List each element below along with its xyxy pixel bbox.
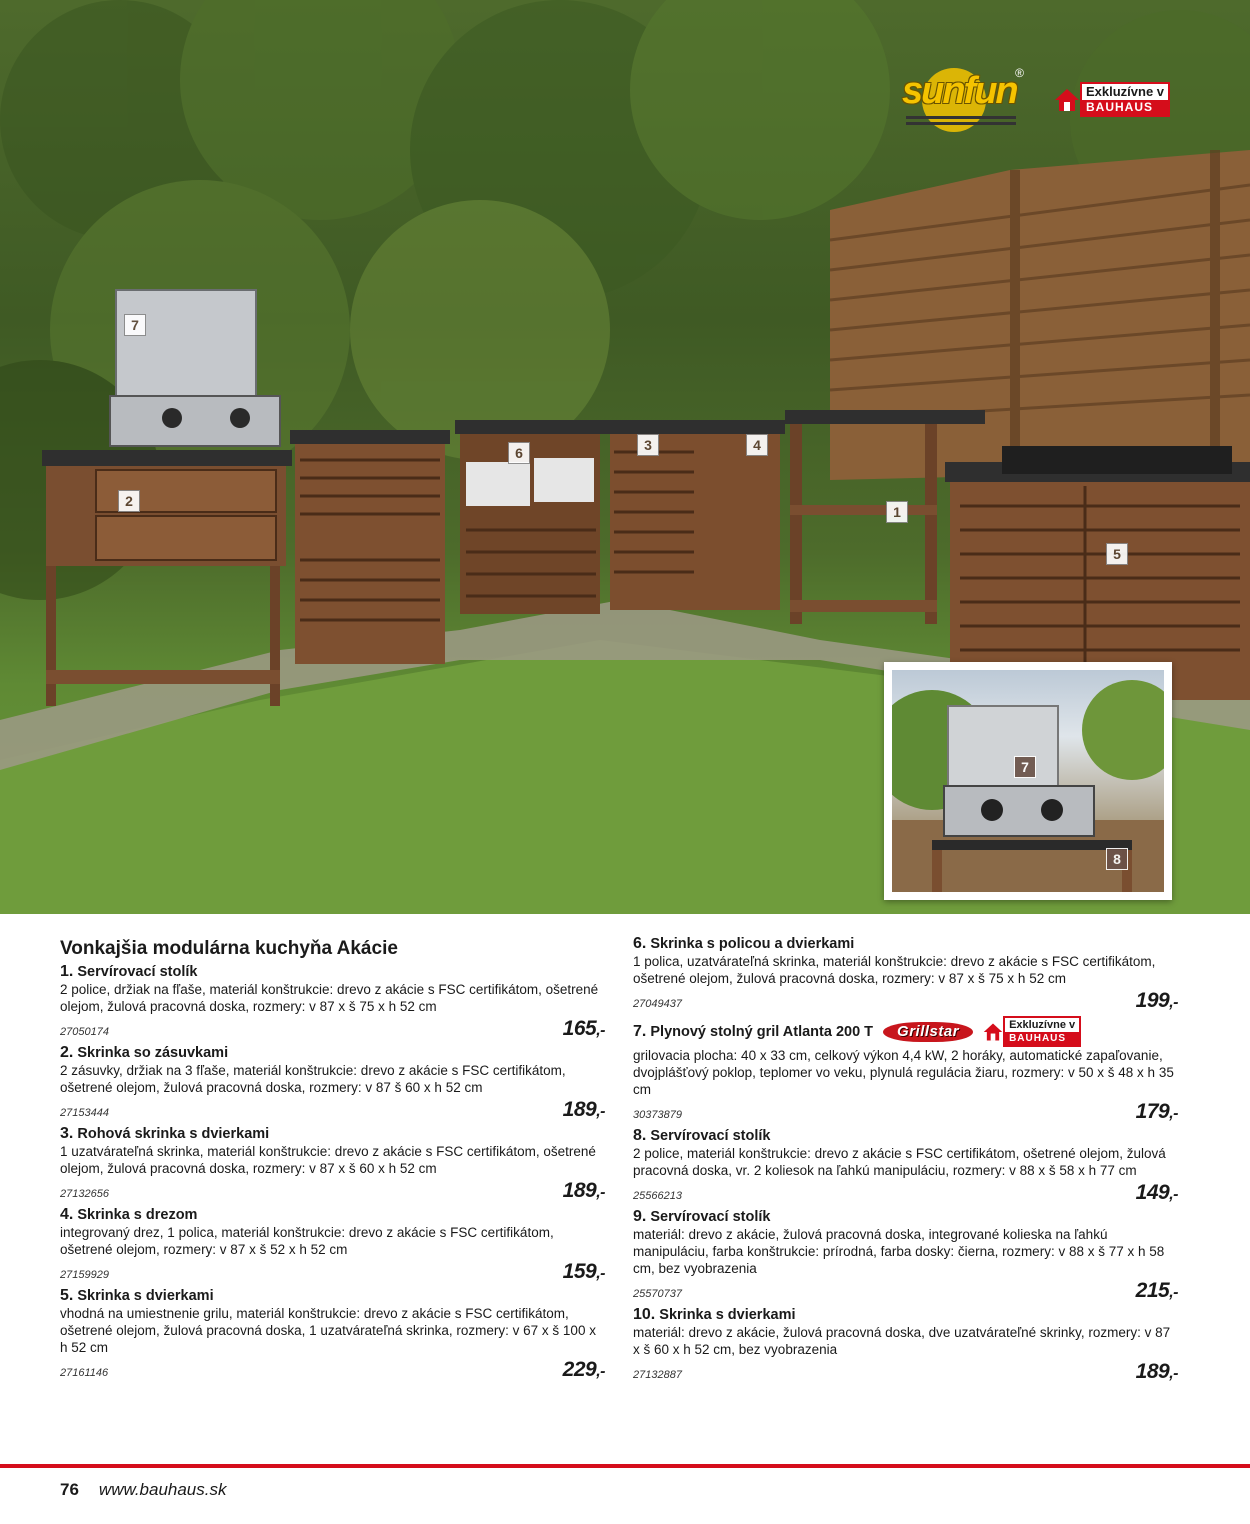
marker-1: 1 (886, 501, 908, 523)
product-code: 27161146 (60, 1367, 109, 1379)
bauhaus-house-icon (1054, 87, 1080, 113)
product-title: 9. Servírovací stolík (633, 1208, 771, 1225)
marker-3: 3 (637, 434, 659, 456)
product-price: 165,- (562, 1017, 605, 1040)
footer-divider (0, 1464, 1250, 1468)
product-price: 189,- (562, 1179, 605, 1202)
inset-image (892, 670, 1164, 892)
product-price: 149,- (1135, 1181, 1178, 1204)
product-4 (60, 1206, 605, 1284)
exclusive-bauhaus-badge-small (983, 1016, 1081, 1047)
website-link[interactable]: www.bauhaus.sk (98, 1480, 227, 1499)
grillstar-logo: Grillstar (883, 1022, 973, 1042)
marker-7: 7 (124, 314, 146, 336)
product-2 (60, 1044, 605, 1122)
product-price: 229,- (562, 1358, 605, 1381)
marker-6: 6 (508, 442, 530, 464)
product-code: 27132887 (633, 1369, 682, 1381)
marker-5: 5 (1106, 543, 1128, 565)
product-description: 2 zásuvky, držiak na 3 fľaše, materiál konštrukcie: drevo z akácie s FSC certifikátom, ošetrené olejom, žulová pracovná doska, rozmery: v 87 š 60 x h 52 cm (60, 1063, 566, 1095)
left-column (60, 932, 605, 1382)
product-10 (633, 1306, 1178, 1384)
exclusive-label: Exkluzívne v (1009, 1019, 1076, 1031)
product-code: 27132656 (60, 1188, 109, 1200)
sunfun-logo (896, 60, 1026, 136)
product-description: 2 police, materiál konštrukcie: drevo z akácie s FSC certifikátom, ošetrené olejom, žulová pracovná doska, vr. 2 koliesok na ľahkú manipuláciu, rozmery: v 88 x š 58 x h 77 cm (633, 1146, 1166, 1178)
product-code: 25570737 (633, 1288, 682, 1300)
product-7 (633, 1016, 1178, 1124)
page-title: Vonkajšia modulárna kuchyňa Akácie (60, 938, 398, 959)
product-6 (633, 935, 1178, 1013)
product-title: 4. Skrinka s drezom (60, 1206, 198, 1223)
product-code: 27153444 (60, 1107, 109, 1119)
product-description: materiál: drevo z akácie, žulová pracovná doska, integrované kolieska na ľahkú manipuláciu, farba konštrukcie: prírodná, farba dosky: čierna, rozmery: v 88 x š 77 x h 58 cm, bez vyobrazenia (633, 1227, 1165, 1276)
product-description: integrovaný drez, 1 polica, materiál konštrukcie: drevo z akácie s FSC certifikátom, ošetrené olejom, rozmery: v 87 x š 52 x h 52 cm (60, 1225, 554, 1257)
product-description: materiál: drevo z akácie, žulová pracovná doska, dve uzatvárateľné skrinky, rozmery: v 87 x š 60 x h 52 cm, bez vyobrazenia (633, 1325, 1171, 1357)
page-number: 76 (60, 1480, 79, 1499)
product-code: 30373879 (633, 1109, 682, 1121)
product-5 (60, 1287, 605, 1382)
product-title: 6. Skrinka s policou a dvierkami (633, 935, 855, 952)
page-footer (60, 1480, 227, 1500)
product-title: 2. Skrinka so zásuvkami (60, 1044, 229, 1061)
product-description: 1 uzatvárateľná skrinka, materiál konštrukcie: drevo z akácie s FSC certifikátom, ošetrené olejom, žulová pracovná doska, rozmery: v 87 x š 60 x h 52 cm (60, 1144, 596, 1176)
product-description: 2 police, držiak na fľaše, materiál konštrukcie: drevo z akácie s FSC certifikátom, ošetrené olejom, žulová pracovná doska, rozmery: v 87 x š 75 x h 52 cm (60, 982, 599, 1014)
inset-marker-8: 8 (1106, 848, 1128, 870)
bauhaus-label: BAUHAUS (1082, 100, 1168, 115)
product-title: 10. Skrinka s dvierkami (633, 1306, 796, 1323)
product-3 (60, 1125, 605, 1203)
product-title: 1. Servírovací stolík (60, 963, 198, 980)
marker-2: 2 (118, 490, 140, 512)
product-price: 215,- (1135, 1279, 1178, 1302)
exclusive-label: Exkluzívne v (1086, 84, 1165, 99)
product-title: 8. Servírovací stolík (633, 1127, 771, 1144)
product-code: 27050174 (60, 1026, 109, 1038)
product-code: 27159929 (60, 1269, 109, 1281)
right-column (633, 932, 1178, 1384)
product-8 (633, 1127, 1178, 1205)
exclusive-bauhaus-badge (1054, 82, 1170, 117)
product-code: 27049437 (633, 998, 682, 1010)
product-title: 3. Rohová skrinka s dvierkami (60, 1125, 270, 1142)
product-1 (60, 963, 605, 1041)
product-title: 5. Skrinka s dvierkami (60, 1287, 214, 1304)
grill-inset-photo (884, 662, 1172, 900)
bauhaus-house-icon (983, 1022, 1003, 1042)
product-title: 7. Plynový stolný gril Atlanta 200 T Grillstar Exkluzívne v BAUHAUS (633, 1016, 1178, 1047)
product-description: grilovacia plocha: 40 x 33 cm, celkový výkon 4,4 kW, 2 horáky, automatické zapaľovanie, dvojplášťový poklop, teplomer vo veku, plynulá regulácia žiaru, rozmery: v 50 x š 48 x h 35 cm (633, 1048, 1174, 1097)
product-description: vhodná na umiestnenie grilu, materiál konštrukcie: drevo z akácie s FSC certifikátom, ošetrené olejom, žulová pracovná doska, 1 uzatvárateľná skrinka, rozmery: v 67 x š 100 x h 52 cm (60, 1306, 596, 1355)
product-price: 189,- (1135, 1360, 1178, 1383)
product-price: 199,- (1135, 989, 1178, 1012)
registered-mark: ® (1015, 66, 1024, 80)
product-price: 179,- (1135, 1100, 1178, 1123)
product-code: 25566213 (633, 1190, 682, 1202)
product-9 (633, 1208, 1178, 1303)
marker-4: 4 (746, 434, 768, 456)
product-description: 1 polica, uzatvárateľná skrinka, materiál konštrukcie: drevo z akácie s FSC certifikátom, ošetrené olejom, žulová pracovná doska, rozmery: v 87 x š 75 x h 52 cm (633, 954, 1156, 986)
inset-marker-7: 7 (1014, 756, 1036, 778)
bauhaus-label: BAUHAUS (1005, 1032, 1079, 1045)
sunfun-wordmark: sunfun (902, 70, 1017, 112)
product-price: 159,- (562, 1260, 605, 1283)
product-price: 189,- (562, 1098, 605, 1121)
